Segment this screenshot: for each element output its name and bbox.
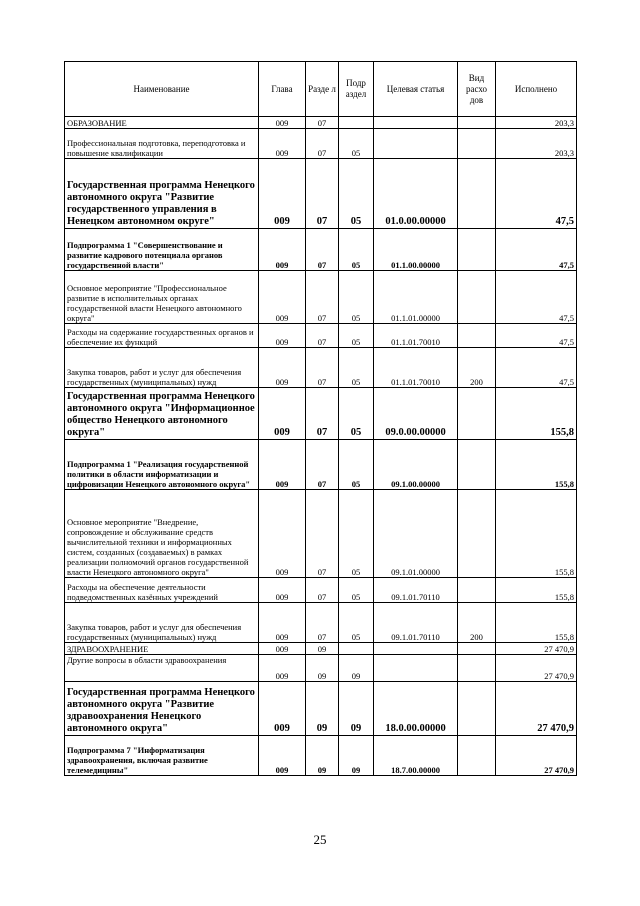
row-vid <box>458 159 496 229</box>
row-razdel: 09 <box>306 643 339 655</box>
row-tselevaya: 09.1.01.70110 <box>374 578 458 603</box>
header-podrazdel: Подр аздел <box>339 62 374 117</box>
row-podrazdel <box>339 117 374 129</box>
row-razdel: 09 <box>306 736 339 776</box>
row-tselevaya <box>374 643 458 655</box>
row-podrazdel: 09 <box>339 736 374 776</box>
row-name: Основное мероприятие "Профессиональное развитие в исполнительных органах государственной власти Ненецкого автономного округа" <box>65 271 259 324</box>
page-number: 25 <box>313 832 327 847</box>
row-razdel: 07 <box>306 324 339 348</box>
table-row <box>65 324 577 348</box>
row-razdel: 07 <box>306 271 339 324</box>
table-row <box>65 117 577 129</box>
row-tselevaya: 18.7.00.00000 <box>374 736 458 776</box>
row-vid <box>458 229 496 271</box>
row-vid <box>458 655 496 682</box>
row-glava: 009 <box>259 129 306 159</box>
row-ispolneno: 203,3 <box>496 129 577 159</box>
row-vid <box>458 388 496 440</box>
row-razdel: 07 <box>306 603 339 643</box>
row-vid <box>458 117 496 129</box>
row-ispolneno: 27 470,9 <box>496 655 577 682</box>
header-tselevaya-statya: Целевая статья <box>374 62 458 117</box>
row-ispolneno: 27 470,9 <box>496 643 577 655</box>
row-tselevaya <box>374 117 458 129</box>
row-name: Закупка товаров, работ и услуг для обеспечения государственных (муниципальных) нужд <box>65 603 259 643</box>
row-razdel: 07 <box>306 159 339 229</box>
row-glava: 009 <box>259 643 306 655</box>
row-vid <box>458 129 496 159</box>
row-podrazdel: 05 <box>339 440 374 490</box>
row-glava: 009 <box>259 324 306 348</box>
table-row <box>65 348 577 388</box>
row-ispolneno: 47,5 <box>496 324 577 348</box>
row-vid <box>458 682 496 736</box>
row-ispolneno: 155,8 <box>496 440 577 490</box>
row-ispolneno: 47,5 <box>496 348 577 388</box>
row-ispolneno: 203,3 <box>496 117 577 129</box>
table-row <box>65 271 577 324</box>
row-vid <box>458 490 496 578</box>
row-vid <box>458 736 496 776</box>
row-tselevaya: 01.1.00.00000 <box>374 229 458 271</box>
row-glava: 009 <box>259 655 306 682</box>
row-podrazdel: 05 <box>339 129 374 159</box>
row-razdel: 07 <box>306 117 339 129</box>
row-vid <box>458 324 496 348</box>
table-row <box>65 682 577 736</box>
table-row <box>65 490 577 578</box>
row-name: Расходы на содержание государственных органов и обеспечение их функций <box>65 324 259 348</box>
row-podrazdel: 09 <box>339 682 374 736</box>
row-podrazdel: 05 <box>339 578 374 603</box>
table-row <box>65 643 577 655</box>
row-name: Подпрограмма 7 "Информатизация здравоохранения, включая развитие телемедицины" <box>65 736 259 776</box>
row-tselevaya <box>374 129 458 159</box>
row-name: ОБРАЗОВАНИЕ <box>65 117 259 129</box>
row-ispolneno: 155,8 <box>496 578 577 603</box>
row-podrazdel: 05 <box>339 603 374 643</box>
row-razdel: 07 <box>306 129 339 159</box>
row-name: Подпрограмма 1 "Совершенствование и развитие кадрового потенциала органов государственной власти" <box>65 229 259 271</box>
row-razdel: 07 <box>306 388 339 440</box>
row-glava: 009 <box>259 603 306 643</box>
row-podrazdel <box>339 643 374 655</box>
row-name: Закупка товаров, работ и услуг для обеспечения государственных (муниципальных) нужд <box>65 348 259 388</box>
budget-table <box>64 61 577 776</box>
row-tselevaya <box>374 655 458 682</box>
row-name: ЗДРАВООХРАНЕНИЕ <box>65 643 259 655</box>
row-tselevaya: 09.1.00.00000 <box>374 440 458 490</box>
row-ispolneno: 155,8 <box>496 388 577 440</box>
row-podrazdel: 05 <box>339 348 374 388</box>
row-tselevaya: 18.0.00.00000 <box>374 682 458 736</box>
row-tselevaya: 01.1.01.70010 <box>374 348 458 388</box>
row-vid <box>458 440 496 490</box>
table-row <box>65 655 577 682</box>
row-name: Государственная программа Ненецкого автономного округа "Развитие здравоохранения Ненецкого автономного округа" <box>65 682 259 736</box>
row-ispolneno: 155,8 <box>496 603 577 643</box>
row-name: Государственная программа Ненецкого автономного округа "Информационное общество Ненецкого автономного округа" <box>65 388 259 440</box>
row-razdel: 07 <box>306 578 339 603</box>
row-glava: 009 <box>259 388 306 440</box>
header-ispolneno: Исполнено <box>496 62 577 117</box>
row-vid <box>458 578 496 603</box>
header-glava: Глава <box>259 62 306 117</box>
row-vid: 200 <box>458 603 496 643</box>
row-ispolneno: 27 470,9 <box>496 736 577 776</box>
row-tselevaya: 01.1.01.00000 <box>374 271 458 324</box>
row-tselevaya: 09.1.01.00000 <box>374 490 458 578</box>
row-glava: 009 <box>259 490 306 578</box>
header-razdel: Разде л <box>306 62 339 117</box>
row-name: Подпрограмма 1 "Реализация государственной политики в области информатизации и цифровизации Ненецкого автономного округа" <box>65 440 259 490</box>
row-podrazdel: 05 <box>339 490 374 578</box>
row-razdel: 07 <box>306 440 339 490</box>
table-row <box>65 229 577 271</box>
table-row <box>65 129 577 159</box>
row-glava: 009 <box>259 117 306 129</box>
row-podrazdel: 05 <box>339 324 374 348</box>
row-glava: 009 <box>259 578 306 603</box>
row-razdel: 07 <box>306 490 339 578</box>
row-tselevaya: 01.1.01.70010 <box>374 324 458 348</box>
row-ispolneno: 27 470,9 <box>496 682 577 736</box>
row-glava: 009 <box>259 440 306 490</box>
header-name: Наименование <box>65 62 259 117</box>
table-row <box>65 159 577 229</box>
row-ispolneno: 155,8 <box>496 490 577 578</box>
row-glava: 009 <box>259 229 306 271</box>
row-razdel: 09 <box>306 682 339 736</box>
row-tselevaya: 09.1.01.70110 <box>374 603 458 643</box>
row-podrazdel: 09 <box>339 655 374 682</box>
row-glava: 009 <box>259 682 306 736</box>
row-vid <box>458 643 496 655</box>
table-row <box>65 578 577 603</box>
row-ispolneno: 47,5 <box>496 159 577 229</box>
row-glava: 009 <box>259 271 306 324</box>
row-razdel: 07 <box>306 229 339 271</box>
row-podrazdel: 05 <box>339 159 374 229</box>
row-podrazdel: 05 <box>339 229 374 271</box>
row-name: Государственная программа Ненецкого автономного округа "Развитие государственного управления в Ненецком автономном округе" <box>65 159 259 229</box>
row-glava: 009 <box>259 736 306 776</box>
row-razdel: 09 <box>306 655 339 682</box>
row-podrazdel: 05 <box>339 271 374 324</box>
row-name: Профессиональная подготовка, переподготовка и повышение квалификации <box>65 129 259 159</box>
row-razdel: 07 <box>306 348 339 388</box>
table-row <box>65 736 577 776</box>
row-vid <box>458 271 496 324</box>
row-glava: 009 <box>259 159 306 229</box>
row-ispolneno: 47,5 <box>496 229 577 271</box>
row-glava: 009 <box>259 348 306 388</box>
row-tselevaya: 09.0.00.00000 <box>374 388 458 440</box>
header-vid-raskhodov: Вид расхо дов <box>458 62 496 117</box>
row-tselevaya: 01.0.00.00000 <box>374 159 458 229</box>
row-name: Расходы на обеспечение деятельности подведомственных казённых учреждений <box>65 578 259 603</box>
row-ispolneno: 47,5 <box>496 271 577 324</box>
row-podrazdel: 05 <box>339 388 374 440</box>
header-row <box>65 62 577 117</box>
table-row <box>65 440 577 490</box>
table-row <box>65 603 577 643</box>
row-name: Другие вопросы в области здравоохранения <box>65 655 259 682</box>
table-row <box>65 388 577 440</box>
row-name: Основное мероприятие "Внедрение, сопровождение и обслуживание средств вычислительной техники и информационных систем, созданных (создаваемых) в рамках реализации полномочий органов государственной власти Ненецкого автономного округа" <box>65 490 259 578</box>
row-vid: 200 <box>458 348 496 388</box>
